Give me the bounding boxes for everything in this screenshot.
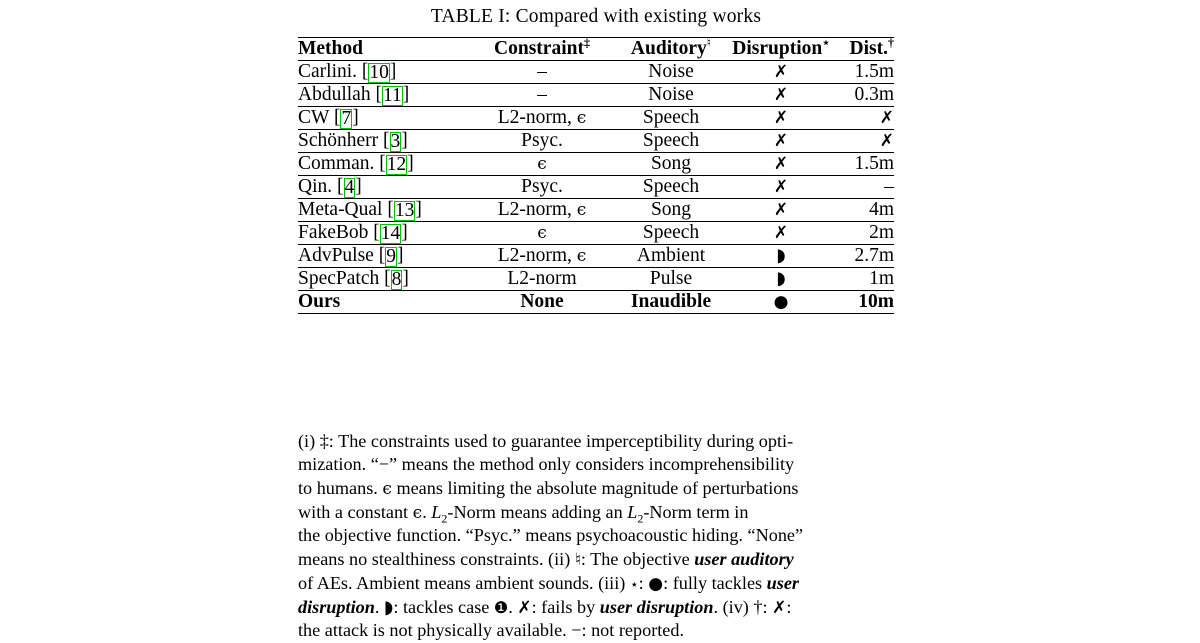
cell-dist	[836, 222, 894, 245]
cell-value: 10m	[858, 291, 894, 312]
epsilon-symbol: ϵ	[412, 502, 423, 523]
half-circle-icon: ◗	[776, 245, 786, 266]
footnote-text: .	[422, 501, 432, 522]
footnote-text: of AEs. Ambient means ambient sounds. (iii)	[298, 572, 630, 593]
column-header-constraint	[468, 35, 616, 61]
column-header-method-label: Method	[298, 38, 363, 59]
cell-method	[298, 268, 468, 291]
cell-auditory: Speech	[616, 130, 726, 153]
footnote-line-3	[298, 477, 894, 501]
cell-dist	[836, 153, 894, 176]
cell-auditory: Song	[616, 153, 726, 176]
method-name: AdvPulse	[298, 245, 374, 266]
table-row	[298, 291, 894, 314]
cell-method	[298, 222, 468, 245]
table-footnote	[298, 430, 894, 643]
footnote-text: the attack is not physically available. −: not reported.	[298, 620, 685, 641]
cross-icon: ✗	[773, 85, 789, 105]
footnote-text: the objective function. “Psyc.” means psychoacoustic hiding. “None”	[298, 525, 804, 546]
citation-bracket: ]	[355, 176, 362, 197]
half-circle-icon: ◗	[383, 596, 394, 618]
citation-bracket: [	[361, 61, 369, 82]
table-row	[298, 130, 894, 153]
column-header-auditory-marker: ♮	[706, 35, 712, 50]
citation-bracket: [	[378, 245, 386, 266]
full-circle-icon: ●	[648, 573, 664, 594]
epsilon-symbol: ϵ	[576, 200, 587, 220]
citation-link[interactable]: 14	[380, 223, 401, 244]
table-row	[298, 222, 894, 245]
footnote-emphasis: user disruption	[599, 596, 714, 617]
cross-icon: ✗	[773, 62, 789, 82]
full-circle-icon: ●	[773, 292, 789, 312]
cross-icon: ✗	[517, 597, 532, 618]
cell-value: 2m	[869, 222, 894, 243]
epsilon-symbol: ϵ	[576, 108, 587, 128]
cell-disruption	[726, 268, 836, 291]
cell-auditory: Speech	[616, 107, 726, 130]
cell-method	[298, 61, 468, 84]
cross-icon: ✗	[772, 597, 787, 618]
cell-dist	[836, 84, 894, 107]
cell-value: 2.7m	[854, 245, 894, 266]
cell-disruption	[726, 222, 836, 245]
table-row	[298, 268, 894, 291]
citation-bracket: [	[383, 130, 390, 151]
cross-icon: ✗	[879, 131, 894, 151]
citation-bracket: [	[375, 84, 382, 105]
cell-constraint: –	[468, 84, 616, 107]
cell-method	[298, 291, 468, 314]
column-header-method	[298, 38, 468, 61]
cell-dist	[836, 61, 894, 84]
table-row	[298, 153, 894, 176]
footnote-text: :	[638, 572, 649, 593]
cell-value: –	[884, 176, 894, 197]
table-row	[298, 84, 894, 107]
l-norm-symbol: L	[431, 501, 442, 522]
epsilon-symbol: ϵ	[576, 246, 587, 266]
footnote-line-4	[298, 501, 894, 525]
table-row	[298, 107, 894, 130]
column-header-disruption-marker: ⋆	[822, 35, 830, 50]
cell-constraint: L2-norm, ϵ	[468, 107, 616, 130]
citation-bracket: ]	[401, 222, 408, 243]
method-name: SpecPatch	[298, 268, 380, 289]
cell-dist	[836, 130, 894, 153]
cell-disruption	[726, 245, 836, 268]
citation-bracket: [	[384, 268, 391, 289]
citation-link[interactable]: 3	[390, 131, 401, 152]
cell-value: 4m	[869, 199, 894, 220]
cell-disruption	[726, 176, 836, 199]
cell-value: 1m	[869, 268, 894, 289]
cell-method	[298, 153, 468, 176]
cross-icon: ✗	[773, 154, 789, 174]
citation-bracket: [	[373, 222, 380, 243]
footnote-text: -Norm means adding an	[447, 501, 628, 522]
cell-method	[298, 176, 468, 199]
citation-bracket: ]	[402, 84, 410, 105]
cross-icon: ✗	[773, 108, 789, 128]
footnote-text: : fully tackles	[663, 572, 767, 593]
table-body	[298, 61, 894, 314]
footnote-emphasis: user auditory	[694, 548, 794, 569]
footnote-text: : fails by	[531, 596, 600, 617]
footnote-text: to humans.	[298, 477, 383, 498]
citation-link[interactable]: 9	[386, 246, 396, 267]
cell-disruption	[726, 84, 836, 107]
column-header-constraint-marker: ‡	[583, 35, 590, 50]
cell-value: 1.5m	[854, 61, 894, 82]
citation-bracket: [	[337, 176, 344, 197]
l-norm-subscript: 2	[441, 511, 448, 526]
footnote-line-9	[298, 619, 894, 642]
column-header-auditory	[616, 35, 726, 61]
cross-icon: ✗	[879, 108, 894, 128]
column-header-dist-marker: †	[888, 35, 894, 50]
l-norm-symbol: L	[627, 501, 638, 522]
footnote-text: : tackles case	[393, 596, 494, 617]
method-name: Carlini.	[298, 61, 358, 82]
table-row	[298, 61, 894, 84]
cell-auditory: Inaudible	[616, 291, 726, 314]
cell-dist	[836, 176, 894, 199]
footnote-emphasis: user	[766, 572, 799, 593]
citation-link[interactable]: 13	[394, 200, 415, 221]
cell-constraint: –	[468, 61, 616, 84]
cell-value: 0.3m	[854, 84, 894, 105]
cell-constraint: L2-norm, ϵ	[468, 199, 616, 222]
citation-bracket: [	[333, 107, 341, 128]
citation-link[interactable]: 11	[382, 85, 402, 106]
cell-constraint: L2-norm	[468, 268, 616, 291]
method-name: Ours	[298, 291, 341, 312]
cross-icon: ✗	[773, 131, 789, 151]
method-name: Abdullah	[298, 84, 371, 105]
cell-dist	[836, 291, 894, 314]
method-name: Meta-Qual	[298, 199, 383, 220]
cell-dist	[836, 245, 894, 268]
footnote-text: .	[374, 596, 384, 617]
method-name: FakeBob	[298, 222, 369, 243]
footnote-line-7	[298, 572, 894, 596]
method-name: Qin.	[298, 176, 333, 197]
footnote-text: means limiting the absolute magnitude of perturbations	[391, 477, 799, 498]
cell-method	[298, 107, 468, 130]
column-header-dist-label: Dist.	[849, 38, 888, 59]
half-circle-icon: ◗	[776, 268, 786, 289]
cell-constraint: L2-norm, ϵ	[468, 245, 616, 268]
cell-constraint: Psyc.	[468, 176, 616, 199]
cell-method	[298, 84, 468, 107]
citation-bracket: ]	[401, 130, 408, 151]
cell-auditory: Pulse	[616, 268, 726, 291]
method-name: Comman.	[298, 153, 375, 174]
cell-dist	[836, 199, 894, 222]
cell-auditory: Speech	[616, 176, 726, 199]
citation-link[interactable]: 10	[369, 62, 389, 83]
cell-method	[298, 199, 468, 222]
footnote-text: (i) ‡: The constraints used to guarantee imperceptibility during opti-	[298, 431, 794, 451]
citation-link[interactable]: 12	[386, 154, 407, 175]
footnote-text: with a constant	[298, 501, 413, 522]
cell-auditory: Noise	[616, 84, 726, 107]
citation-bracket: ]	[415, 199, 422, 220]
footnote-text: -Norm term in	[643, 501, 749, 522]
epsilon-symbol: ϵ	[382, 478, 392, 499]
citation-bracket: ]	[396, 245, 404, 266]
footnote-text: .	[508, 596, 518, 617]
footnote-line-5	[298, 524, 894, 547]
cell-dist	[836, 107, 894, 130]
column-header-auditory-label: Auditory	[630, 38, 707, 59]
table-header	[298, 35, 894, 61]
cell-disruption	[726, 153, 836, 176]
cell-value: 1.5m	[854, 153, 894, 174]
footnote-line-1	[298, 430, 894, 453]
circled-one-icon: ❶	[493, 597, 509, 617]
epsilon-symbol: ϵ	[537, 223, 547, 243]
natural-sign-icon: ♮	[574, 549, 581, 570]
cell-disruption	[726, 107, 836, 130]
column-header-disruption	[726, 35, 836, 61]
citation-bracket: [	[387, 199, 394, 220]
cell-dist	[836, 268, 894, 291]
cell-method	[298, 130, 468, 153]
cell-disruption	[726, 291, 836, 314]
cross-icon: ✗	[773, 223, 789, 243]
cell-auditory: Ambient	[616, 245, 726, 268]
footnote-text: :	[786, 596, 792, 617]
table-caption: TABLE I: Compared with existing works	[430, 6, 762, 27]
method-name: Schönherr	[298, 130, 379, 151]
cell-constraint: Psyc.	[468, 130, 616, 153]
cell-auditory: Speech	[616, 222, 726, 245]
column-header-constraint-label: Constraint	[494, 38, 584, 59]
footnote-emphasis: disruption	[298, 596, 375, 617]
star-icon: ⋆	[629, 576, 639, 593]
footnote-text: means no stealthiness constraints. (ii)	[298, 548, 575, 569]
cell-auditory: Noise	[616, 61, 726, 84]
l-norm-subscript: 2	[637, 511, 644, 526]
footnote-line-2	[298, 453, 894, 476]
footnote-line-8	[298, 596, 894, 620]
cell-constraint	[468, 153, 616, 176]
footnote-text: mization. “−” means the method only considers incomprehensibility	[298, 454, 795, 475]
citation-bracket: ]	[389, 61, 397, 82]
cell-disruption	[726, 199, 836, 222]
citation-link[interactable]: 4	[344, 177, 355, 198]
table-block	[298, 6, 894, 314]
cell-constraint: None	[468, 291, 616, 314]
table-row	[298, 199, 894, 222]
cell-method	[298, 245, 468, 268]
table-row	[298, 176, 894, 199]
citation-bracket: [	[379, 153, 386, 174]
citation-link[interactable]: 8	[391, 269, 402, 290]
cross-icon: ✗	[773, 177, 789, 197]
method-name: CW	[298, 107, 330, 128]
epsilon-symbol: ϵ	[537, 154, 547, 174]
cell-auditory: Song	[616, 199, 726, 222]
citation-bracket: ]	[407, 153, 414, 174]
column-header-disruption-label: Disruption	[732, 38, 823, 59]
citation-bracket: ]	[352, 107, 359, 128]
footnote-text: . (iv) †:	[713, 596, 773, 617]
citation-link[interactable]: 7	[341, 108, 352, 129]
cross-icon: ✗	[773, 200, 789, 220]
table-row	[298, 245, 894, 268]
column-header-dist	[836, 35, 894, 61]
cell-constraint	[468, 222, 616, 245]
footnote-line-6	[298, 548, 894, 572]
table-header-row	[298, 38, 894, 61]
footnote-text: : The objective	[580, 548, 695, 569]
comparison-table	[298, 37, 894, 314]
citation-bracket: ]	[402, 268, 409, 289]
cell-disruption	[726, 130, 836, 153]
cell-disruption	[726, 61, 836, 84]
